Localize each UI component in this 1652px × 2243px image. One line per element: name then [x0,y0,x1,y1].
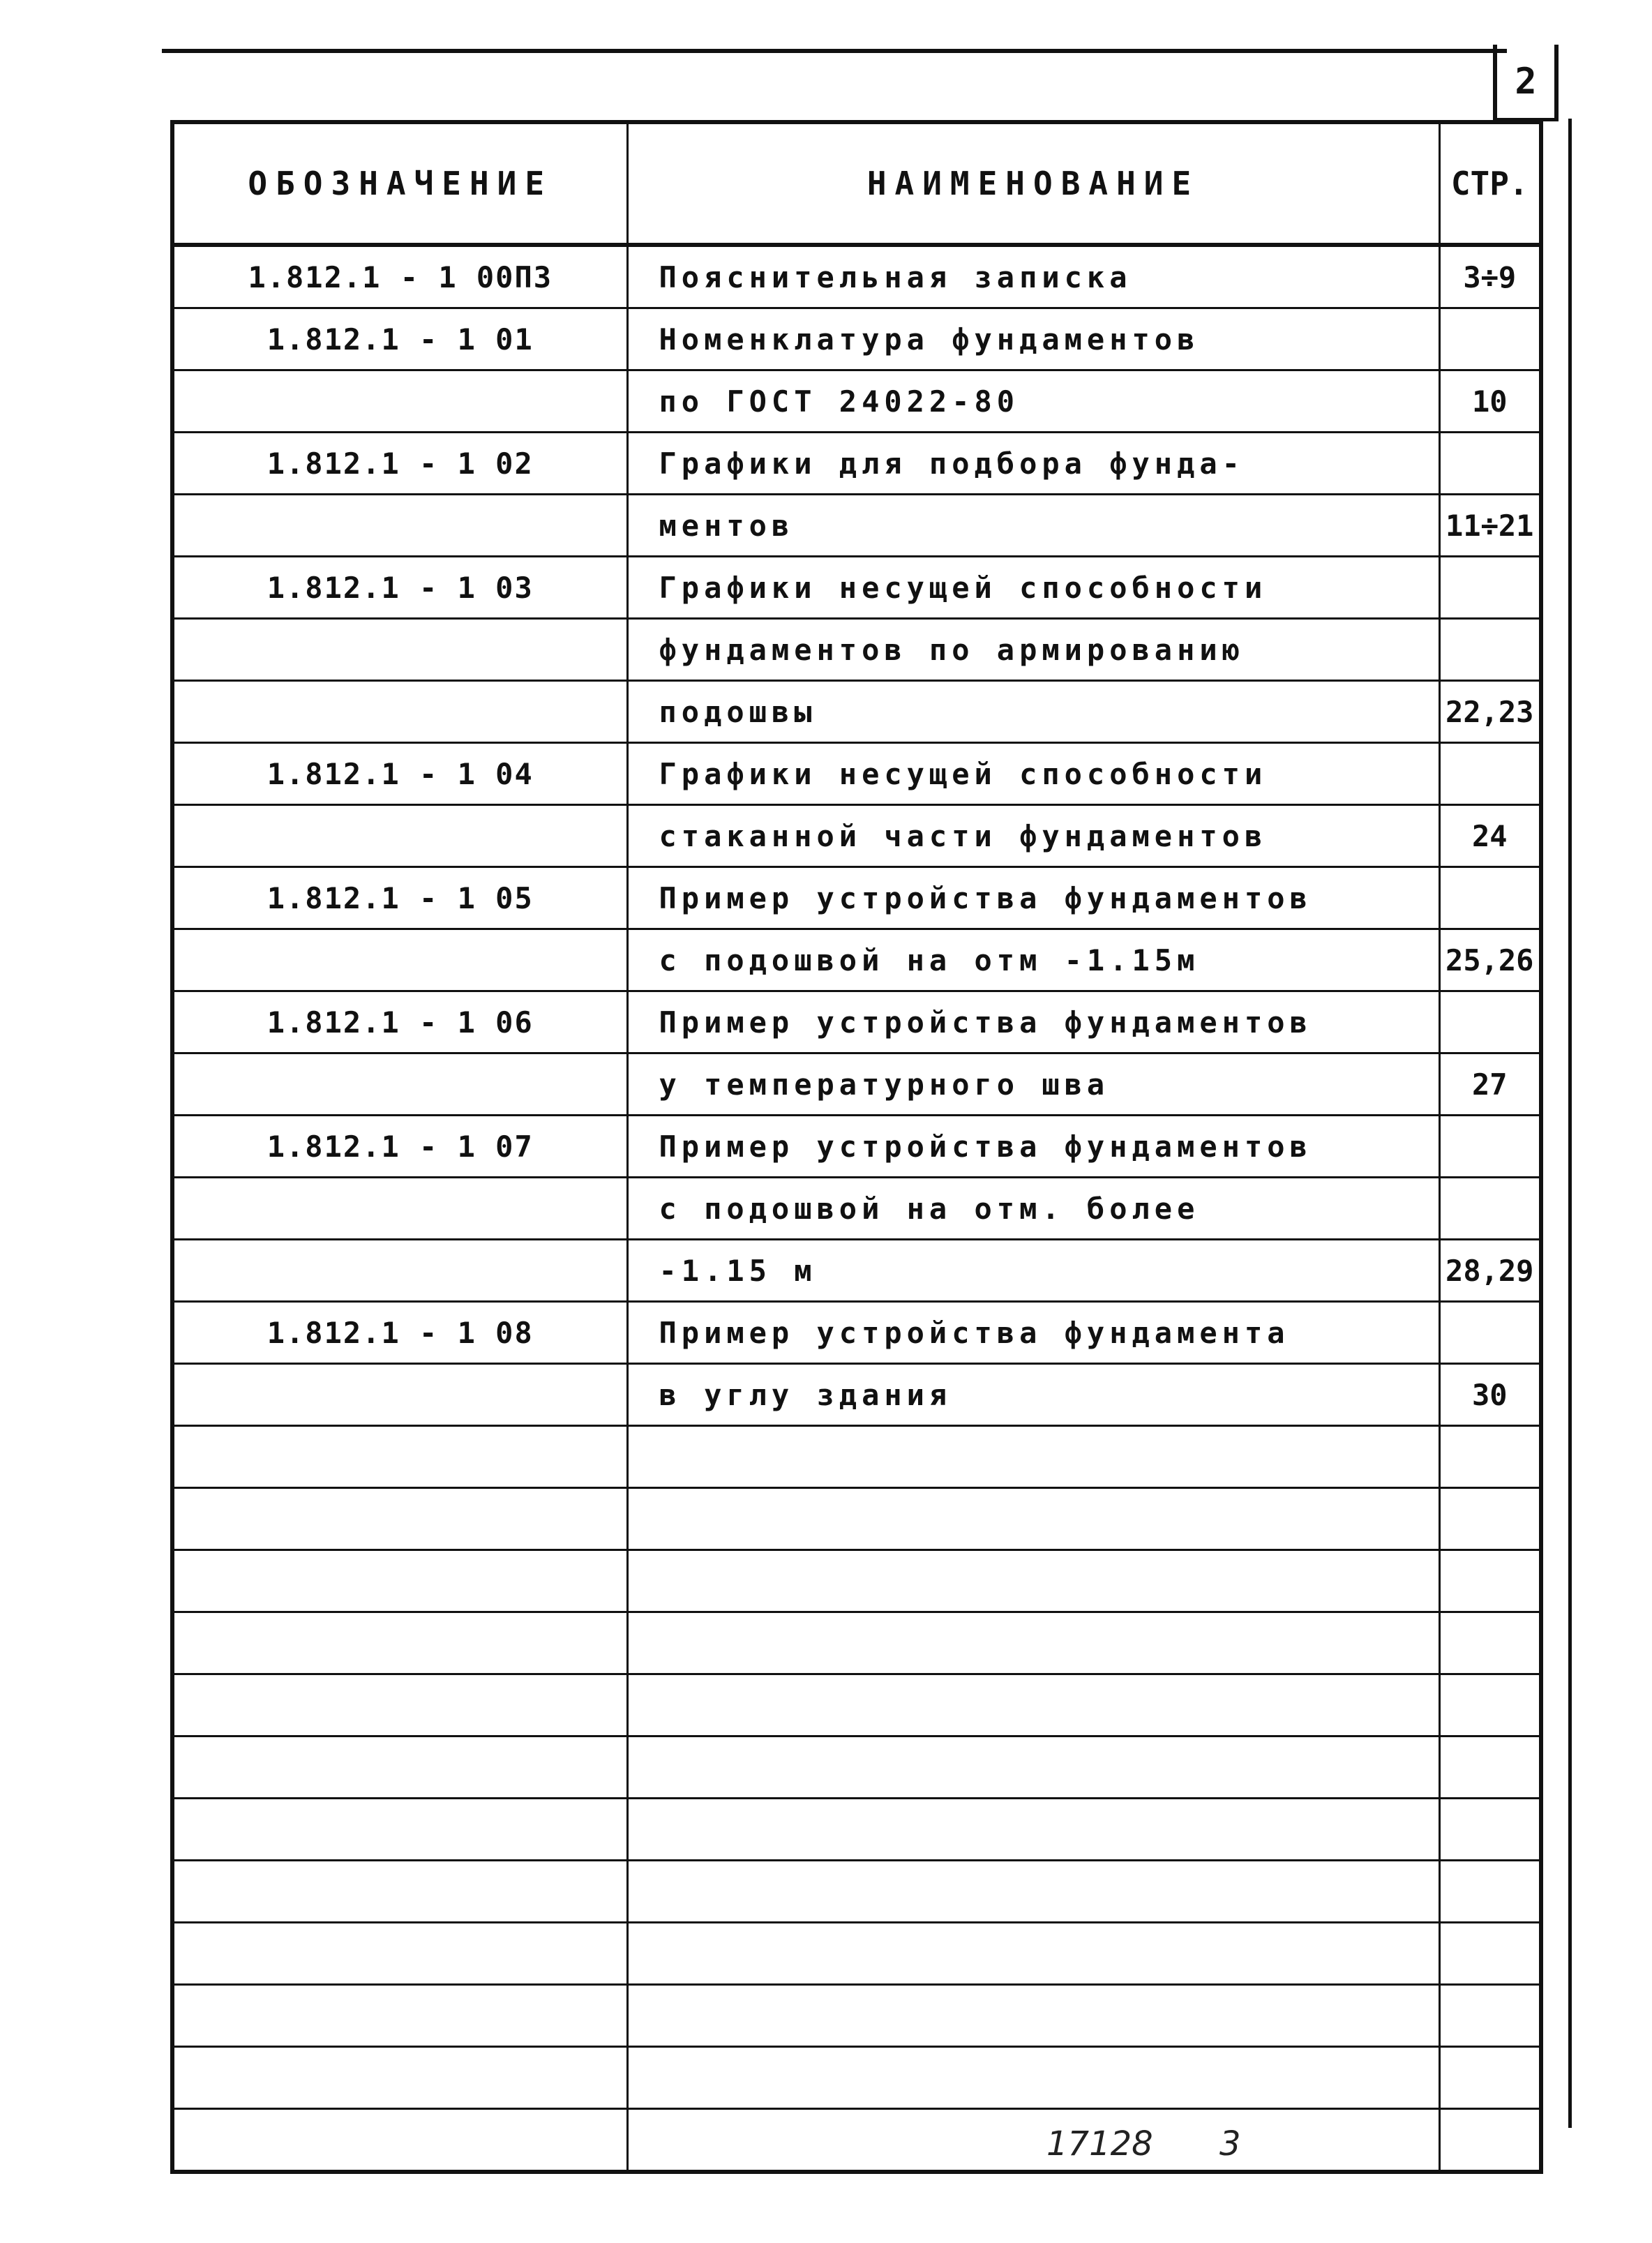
row-page [1439,1488,1541,1550]
row-page [1439,1178,1541,1240]
row-code [172,1861,627,1923]
row-name: с подошвой на отм. более [627,1178,1439,1240]
row-code [172,1550,627,1612]
row-page [1439,867,1541,929]
table-row [172,1674,1541,1736]
row-code: 1.812.1 - 1 05 [172,867,627,929]
row-page [1439,1116,1541,1178]
row-page [1439,1550,1541,1612]
row-page [1439,433,1541,495]
row-code: 1.812.1 - 1 02 [172,433,627,495]
table-row [172,1861,1541,1923]
row-code [172,1426,627,1488]
row-code [172,1923,627,1985]
row-name: подошвы [627,681,1439,743]
row-page: 28,29 [1439,1240,1541,1302]
row-code: 1.812.1 - 1 07 [172,1116,627,1178]
table-row [172,743,1541,805]
row-page: 22,23 [1439,681,1541,743]
row-page [1439,619,1541,681]
row-name: с подошвой на отм -1.15м [627,929,1439,991]
table-row [172,1053,1541,1116]
row-page [1439,1799,1541,1861]
row-page [1439,308,1541,370]
row-name: Графики несущей способности [627,557,1439,619]
table-row [172,867,1541,929]
right-edge-line [1568,119,1572,2128]
row-name [627,2047,1439,2109]
table-row [172,495,1541,557]
row-page: 25,26 [1439,929,1541,991]
row-name [627,1550,1439,1612]
table-row [172,1612,1541,1674]
row-page [1439,1861,1541,1923]
table-row [172,805,1541,867]
specification-table [170,120,1543,2174]
row-code [172,1612,627,1674]
row-name: у температурного шва [627,1053,1439,1116]
table-row [172,1923,1541,1985]
table-row [172,929,1541,991]
row-name [627,1861,1439,1923]
row-name [627,1799,1439,1861]
table-row [172,1799,1541,1861]
header-code: ОБОЗНАЧЕНИЕ [172,122,627,245]
row-name: фундаментов по армированию [627,619,1439,681]
table-row [172,308,1541,370]
row-name: Пример устройства фундаментов [627,867,1439,929]
row-page [1439,1736,1541,1799]
table-row [172,2109,1541,2173]
row-code [172,929,627,991]
row-page [1439,991,1541,1053]
table-row [172,619,1541,681]
row-code [172,1240,627,1302]
table-row [172,1364,1541,1426]
row-code: 1.812.1 - 1 08 [172,1302,627,1364]
sheet-number: 2 [1493,45,1559,121]
header-page: СТР. [1439,122,1541,245]
row-page [1439,557,1541,619]
table-row [172,245,1541,308]
row-code [172,1799,627,1861]
row-name: Пояснительная записка [627,245,1439,308]
row-name [627,2109,1439,2173]
table-row [172,1550,1541,1612]
row-code [172,805,627,867]
row-code [172,370,627,433]
row-code [172,1178,627,1240]
table-row [172,681,1541,743]
row-page [1439,1674,1541,1736]
row-page [1439,743,1541,805]
row-code: 1.812.1 - 1 03 [172,557,627,619]
row-name: Пример устройства фундаментов [627,1116,1439,1178]
row-name: Графики для подбора фунда- [627,433,1439,495]
row-page: 3÷9 [1439,245,1541,308]
row-code [172,681,627,743]
row-page [1439,1302,1541,1364]
row-page [1439,1426,1541,1488]
row-page [1439,1923,1541,1985]
table-row [172,370,1541,433]
row-code [172,1053,627,1116]
row-code [172,1488,627,1550]
row-name: Номенклатура фундаментов [627,308,1439,370]
row-code [172,1674,627,1736]
inventory-number: 17128 [1046,2124,1153,2163]
table-row [172,557,1541,619]
table-row [172,1426,1541,1488]
row-code [172,619,627,681]
row-code [172,1985,627,2047]
table-header-row [172,122,1541,245]
row-code: 1.812.1 - 1 00ПЗ [172,245,627,308]
row-page: 27 [1439,1053,1541,1116]
row-code: 1.812.1 - 1 01 [172,308,627,370]
row-page [1439,1612,1541,1674]
row-name: Пример устройства фундаментов [627,991,1439,1053]
table-row [172,1736,1541,1799]
row-name: -1.15 м [627,1240,1439,1302]
row-code: 1.812.1 - 1 06 [172,991,627,1053]
row-code [172,2047,627,2109]
row-page: 10 [1439,370,1541,433]
row-page [1439,2109,1541,2173]
row-page: 30 [1439,1364,1541,1426]
row-name: по ГОСТ 24022-80 [627,370,1439,433]
table-row [172,1116,1541,1178]
row-page: 11÷21 [1439,495,1541,557]
table-row [172,1985,1541,2047]
top-border-line [162,49,1507,53]
page-number: 3 [1219,2124,1241,2163]
row-name: стаканной части фундаментов [627,805,1439,867]
row-name [627,1488,1439,1550]
row-name [627,1985,1439,2047]
row-name [627,1923,1439,1985]
row-name: Графики несущей способности [627,743,1439,805]
row-name: Пример устройства фундамента [627,1302,1439,1364]
row-code [172,2109,627,2173]
row-code [172,1364,627,1426]
row-page: 24 [1439,805,1541,867]
row-code [172,495,627,557]
row-page [1439,1985,1541,2047]
table-row [172,1488,1541,1550]
row-page [1439,2047,1541,2109]
table-row [172,2047,1541,2109]
row-code [172,1736,627,1799]
row-name [627,1674,1439,1736]
footer-stamp [1046,2124,1241,2163]
row-name: ментов [627,495,1439,557]
table-row [172,1178,1541,1240]
row-name [627,1426,1439,1488]
header-name: НАИМЕНОВАНИЕ [627,122,1439,245]
table-row [172,1302,1541,1364]
row-name [627,1612,1439,1674]
table-row [172,991,1541,1053]
row-code: 1.812.1 - 1 04 [172,743,627,805]
table-row [172,433,1541,495]
row-name: в углу здания [627,1364,1439,1426]
row-name [627,1736,1439,1799]
table-row [172,1240,1541,1302]
